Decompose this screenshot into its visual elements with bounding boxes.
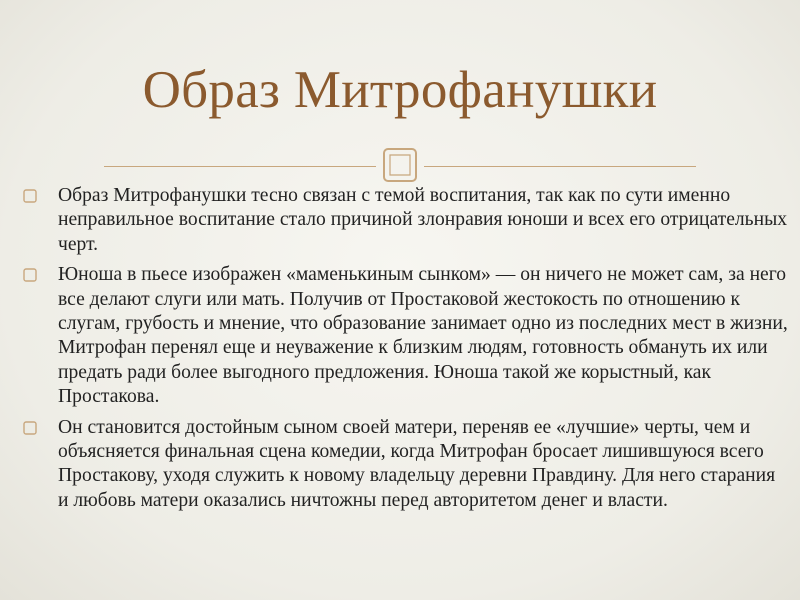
fleuron-bullet-icon (22, 420, 38, 436)
list-item (22, 184, 790, 257)
title-divider-left (104, 166, 376, 167)
title-divider-right (424, 166, 696, 167)
list-item (22, 263, 790, 409)
list-item (22, 416, 790, 514)
ornament-square-icon (380, 145, 420, 185)
fleuron-bullet-icon (22, 267, 38, 283)
fleuron-bullet-icon (22, 188, 38, 204)
bullet-text: Юноша в пьесе изображен «маменькиным сынком» — он ничего не может сам, за него все делают слуги или мать. Получив от Простаковой жестокость по отношению к слугам, грубость и мнение, что образование занимает одно из последних мест в жизни, Митрофан перенял еще и неуважение к близким людям, готовность обмануть их или предать ради более выгодного предложения. Юноша такой же корыстный, как Простакова. (58, 264, 788, 408)
slide-title: Образ Митрофанушки (142, 61, 658, 119)
bullet-text: Образ Митрофанушки тесно связан с темой воспитания, так как по сути именно неправильное воспитание стало причиной злонравия юноши и всех его отрицательных черт. (58, 185, 788, 255)
bullet-list (22, 184, 790, 519)
bullet-text: Он становится достойным сыном своей матери, переняв ее «лучшие» черты, чем и объясняется финальная сцена комедии, когда Митрофан бросает лишившуюся всего Простакову, уходя служить к новому владельцу деревни Правдину. Для него старания и любовь матери оказались ничтожны перед авторитетом денег и власти. (58, 416, 776, 511)
